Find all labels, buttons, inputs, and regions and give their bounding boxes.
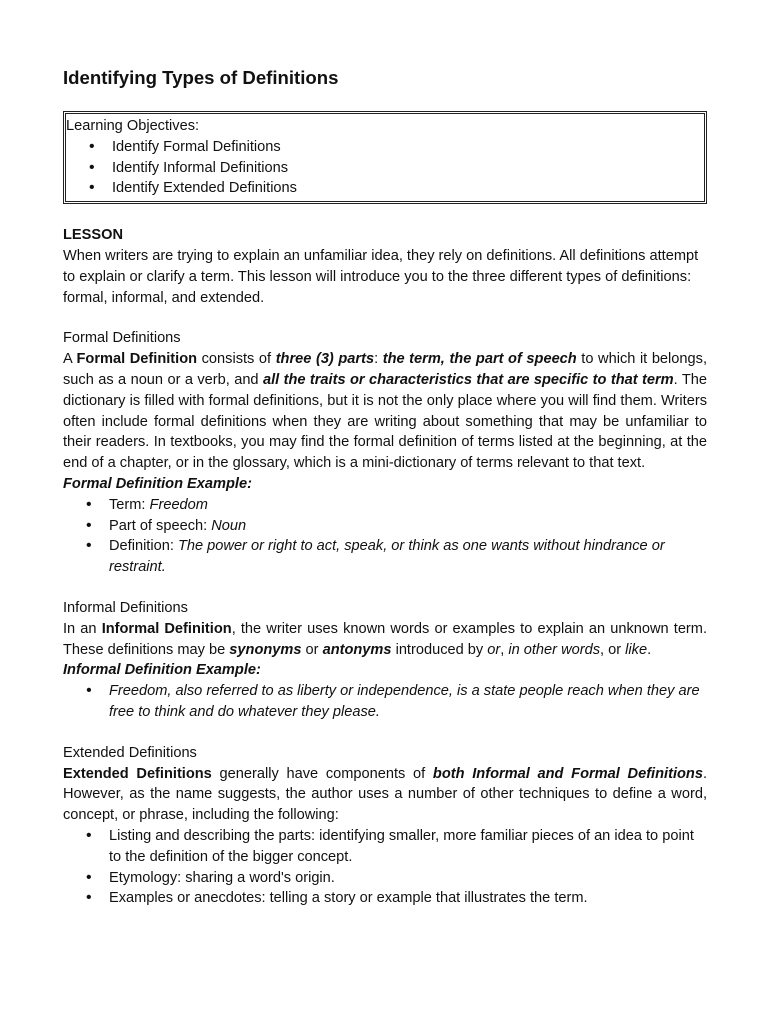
- extended-item: • Examples or anecdotes: telling a story or example that illustrates the term.: [63, 888, 707, 909]
- extended-paragraph: Extended Definitions generally have components of both Informal and Formal Definitions. However, as the name suggests, the author uses a number of other techniques to define a word, concept, or phrase, including the following:: [63, 765, 708, 824]
- extended-heading: Extended Definitions: [63, 744, 197, 761]
- document-page: [63, 66, 707, 909]
- lesson-heading: LESSON: [63, 227, 124, 244]
- informal-example-list: [63, 681, 707, 723]
- formal-example-item: • Term: Freedom: [63, 495, 707, 516]
- formal-example-item: • Definition: The power or right to act, speak, or think as one wants without hindrance or restraint.: [63, 536, 707, 578]
- informal-example-heading: Informal Definition Example:: [63, 662, 261, 679]
- extended-item: • Etymology: sharing a word's origin.: [63, 868, 707, 889]
- informal-example-item: • Freedom, also referred to as liberty or independence, is a state people reach when they are free to think and do whatever they please.: [63, 681, 707, 723]
- formal-heading: Formal Definitions: [63, 330, 181, 347]
- formal-example-heading: Formal Definition Example:: [63, 475, 252, 492]
- learning-objectives-box: [63, 111, 707, 204]
- formal-example-list: [63, 495, 707, 578]
- extended-list: [63, 826, 707, 909]
- formal-paragraph: A Formal Definition consists of three (3) parts: the term, the part of speech to which it belongs, such as a noun or a verb, and all the traits or characteristics that are specific to that term. The dictionary is filled with formal definitions, but it is not the only place where you will find them. Writers often include formal definitions when they are writing about something that may be unfamiliar to their readers. In textbooks, you may find the formal definition of terms listed at the beginning, at the end of a chapter, or in the glossary, which is a mini-dictionary of terms relevant to that text.: [63, 351, 707, 472]
- objective-item: • Identify Formal Definitions: [66, 137, 704, 158]
- lesson-intro: When writers are trying to explain an unfamiliar idea, they rely on definitions. All definitions attempt to explain or clarify a term. This lesson will introduce you to the three different types of definitions: formal, informal, and extended.: [63, 247, 699, 306]
- objective-item: • Identify Informal Definitions: [66, 158, 704, 179]
- objective-item: • Identify Extended Definitions: [66, 178, 704, 199]
- page-title: Identifying Types of Definitions: [63, 67, 339, 88]
- formal-example-item: • Part of speech: Noun: [63, 516, 707, 537]
- objectives-list: [66, 137, 704, 199]
- informal-heading: Informal Definitions: [63, 599, 188, 616]
- objectives-label: Learning Objectives:: [66, 118, 200, 134]
- extended-item: • Listing and describing the parts: identifying smaller, more familiar pieces of an idea to point to the definition of the bigger concept.: [63, 826, 707, 868]
- informal-paragraph: In an Informal Definition, the writer uses known words or examples to explain an unknown term. These definitions may be synonyms or antonyms introduced by or, in other words, or like.: [63, 620, 708, 658]
